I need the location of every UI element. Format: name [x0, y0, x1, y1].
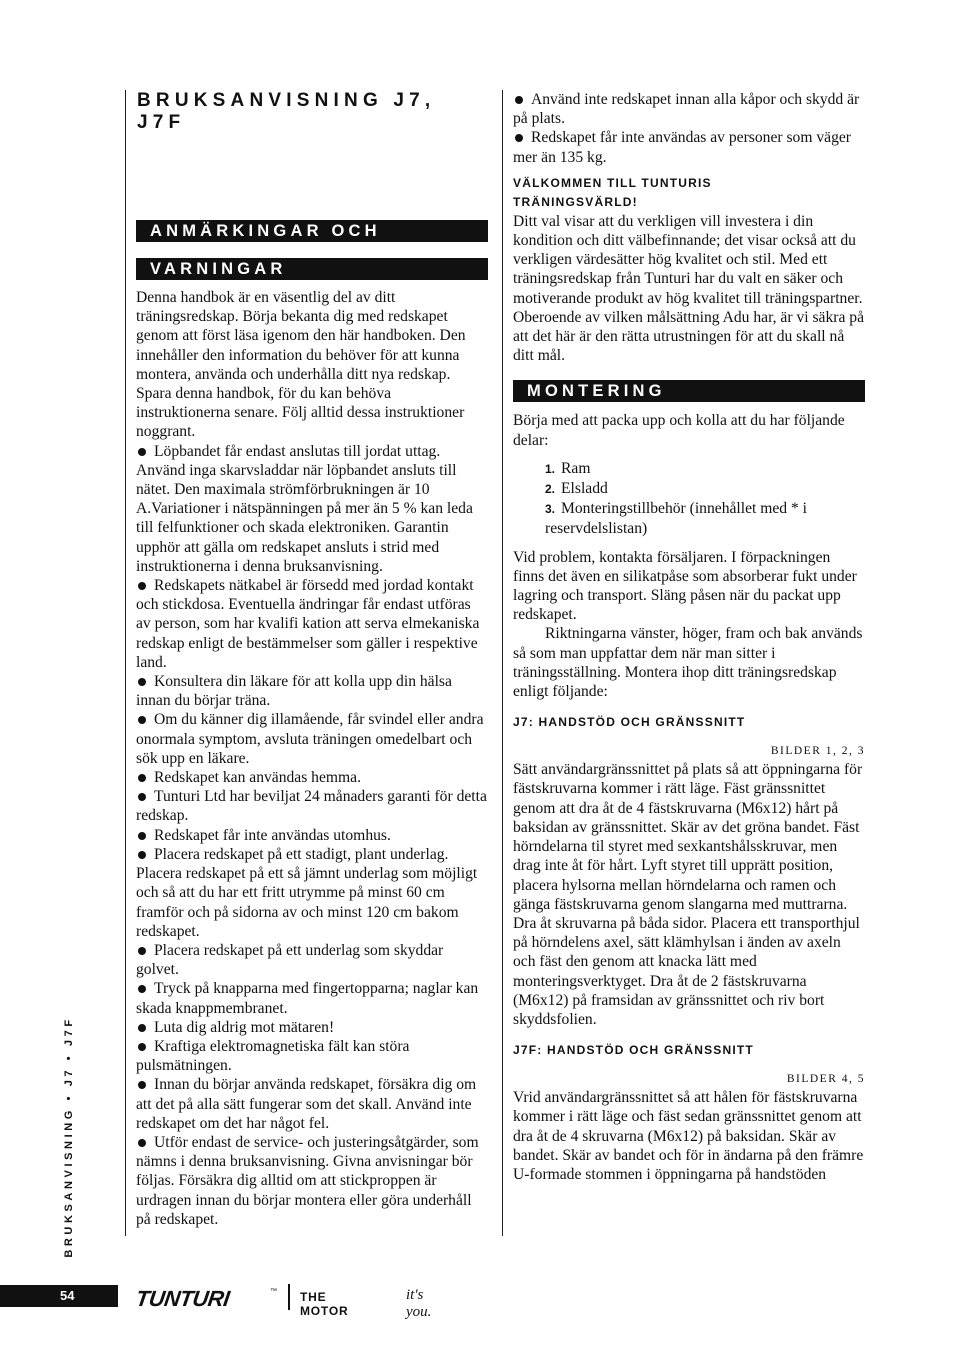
bullet-item	[513, 128, 865, 166]
bullet-text: Tunturi Ltd har beviljat 24 månaders garanti för detta redskap.	[136, 788, 487, 825]
bullet-text: Redskapet får inte användas utomhus.	[154, 826, 391, 844]
brand-motor-text: THE MOTOR	[300, 1290, 349, 1318]
bullet-item	[136, 1133, 488, 1229]
j7-paragraph: Sätt användargränssnittet på plats så att öppningarna för fästskruvarna kommer i rätt läge. Fäst gränssnittet genom att dra åt de 4 fästskruvarna (M6x12) hårt på baksidan av gränssnittet. Skär av det gröna bandet. Fäst hörndelarna til styret med sexkantshålsskruvar, men drag inte åt för hårt. Lyft styret till upprätt position, placera hylsorna mellan hörndelarna och ramen och gänga fästskruvarna genom slangarna med muttrarna. Dra åt skruvarna på båda sidor. Placera ett transporthjul på hörndelens axel, sätt klämhylsan i änden av axeln och fäst den genom att knacka lätt med monteringsverktyget. Dra åt de 2 fästskruvarna (M6x12) på framsidan av gränssnittet och riv bort skyddsfolien.	[513, 761, 863, 1028]
bullet-text: Använd inte redskapet innan alla kåpor och skydd är på plats.	[513, 91, 860, 128]
bullet-item	[136, 979, 488, 1017]
montering-intro: Börja med att packa upp och kolla att du har följande delar:	[513, 412, 845, 449]
page-number: 54	[0, 1285, 118, 1307]
parts-list-number: 3.	[545, 502, 556, 517]
j7f-heading: J7F: HANDSTÖD OCH GRÄNSSNITT	[513, 1043, 754, 1058]
bullet-item	[136, 710, 488, 768]
brand-wordmark: TUNTURI	[134, 1286, 231, 1311]
j7f-paragraph: Vrid användargränssnittet så att hålen för fästskruvarna kommer i rätt läge och fäst sedan gränssnittet genom att dra åt de 4 skruvarna (M6x12) på baksidan. Skär av bandet. Skär av bandet och för in ändarna på den främre U-formade stommen i öppningarna på handstöden	[513, 1089, 864, 1183]
direction-paragraph: Riktningarna vänster, höger, fram och bak används så som man uppfattar dem när man sitter i träningsställning. Montera ihop ditt träningsredskap enligt följande:	[513, 625, 863, 701]
parts-list-text: Elsladd	[561, 480, 608, 498]
sidebar-running-title	[58, 1002, 80, 1272]
bullet-text: Redskapet får inte användas av personer som väger mer än 135 kg.	[513, 129, 851, 166]
bullet-item	[136, 1037, 488, 1075]
bullet-text: Löpbandet får endast anslutas till jordat uttag. Använd inga skarvsladdar när löpbandet ansluts till nätet. Den maximala strömförbrukningen är 10 A.Variationer i nätspänningen på mer än 5 % kan leda till felfunktioner och skada elektroniken. Garantin upphör att gälla om redskapet ansluts i strid med instruktionerna i denna bruksanvisning.	[136, 442, 473, 575]
bullet-text: Konsultera din läkare för att kolla upp din hälsa innan du börjar träna.	[136, 673, 452, 710]
intro-paragraph: Denna handbok är en väsentlig del av ditt träningsredskap. Börja bekanta dig med redskapet genom att först läsa igenom den här handboken. Den innehåller den information du behöver för att kunna montera, använda och underhålla ditt nya redskap. Spara denna handbok, för du kan behöva instruktionerna senare. Följ alltid dessa instruktioner noggrant.	[136, 289, 466, 441]
bullet-item	[136, 1018, 488, 1037]
bullet-item	[136, 442, 488, 576]
bullet-text: Om du känner dig illamående, får svindel eller andra onormala symptom, avsluta träningen omedelbart och sök upp en läkare.	[136, 711, 484, 767]
bullet-text: Luta dig aldrig mot mätaren!	[154, 1018, 335, 1036]
bullet-text: Placera redskapet på ett underlag som skyddar golvet.	[136, 941, 444, 979]
bullet-dot-icon	[138, 985, 146, 993]
parts-list	[513, 459, 865, 539]
trademark-symbol: ™	[270, 1288, 277, 1295]
brand-slogan: it's you.	[406, 1287, 432, 1320]
bullet-item	[513, 90, 865, 128]
bullet-item	[136, 787, 488, 825]
warnings-list-continued	[513, 90, 865, 167]
bullet-item	[136, 672, 488, 710]
logo-separator	[288, 1284, 290, 1310]
parts-list-number: 2.	[545, 482, 556, 497]
bullet-item	[136, 1075, 488, 1133]
bullet-dot-icon	[138, 793, 146, 801]
column-rule-left	[125, 90, 126, 1236]
bullet-dot-icon	[515, 96, 523, 104]
bullet-dot-icon	[138, 1081, 146, 1089]
bullet-text: Placera redskapet på ett stadigt, plant underlag. Placera redskapet på ett så jämnt underlag som möjligt och så att du har ett fritt utrymme på minst 60 cm framför och på sidorna av och minst 120 cm bakom redskapet.	[136, 845, 478, 940]
problem-paragraph: Vid problem, kontakta försäljaren. I förpackningen finns det även en silikatpåse som absorberar fukt under lagring och transport. Släng påsen när du packat upp redskapet.	[513, 548, 857, 624]
bullet-text: Redskapets nätkabel är försedd med jordad kontakt och stickdosa. Eventuella ändringar får endast utföras av person, som har kvalifi kation att serva elmekaniska redskap enligt de bestämmelser som gäller i respektive land.	[136, 577, 480, 671]
bullet-dot-icon	[138, 851, 146, 859]
parts-list-item	[545, 479, 865, 499]
parts-list-item	[545, 499, 865, 538]
bullet-dot-icon	[138, 716, 146, 724]
bullet-text: Tryck på knapparna med fingertopparna; naglar kan skada knappmembranet.	[136, 980, 479, 1017]
sidebar-text: BRUKSANVISNING • J7 • J7F	[63, 1016, 75, 1258]
bullet-dot-icon	[138, 832, 146, 840]
bullet-dot-icon	[138, 1024, 146, 1032]
section-heading-warnings-line1: ANMÄRKINGAR OCH	[136, 220, 488, 242]
bullet-dot-icon	[138, 947, 146, 955]
welcome-heading-line2: TRÄNINGSVÄRLD!	[513, 194, 638, 209]
j7-heading: J7: HANDSTÖD OCH GRÄNSSNITT	[513, 715, 746, 730]
bullet-dot-icon	[138, 774, 146, 782]
parts-list-number: 1.	[545, 461, 556, 476]
bullet-text: Redskapet kan användas hemma.	[154, 769, 361, 787]
bullet-item	[136, 826, 488, 845]
parts-list-text: Ram	[561, 459, 591, 477]
welcome-paragraph: Ditt val visar att du verkligen vill investera i din kondition och ditt välbefinnande; det visar också att du verkligen värdesätter hög kvalitet och stil. Med ett träningsredskap från Tunturi har du valt en säker och motiverande produkt av hög kvalitet till träningspartner. Oberoende av vilken målsättning Adu har, är vi säkra på att det här är den rätta utrustningen för att du skall nå ditt mål.	[513, 212, 864, 365]
bullet-dot-icon	[515, 134, 523, 142]
section-heading-warnings-line2: VARNINGAR	[136, 258, 488, 280]
bullet-dot-icon	[138, 582, 146, 590]
j7-figure-reference: BILDER 1, 2, 3	[770, 745, 865, 758]
column-rule-middle	[502, 90, 503, 1236]
page-title: BRUKSANVISNING J7, J7F	[137, 90, 436, 133]
bullet-item	[136, 768, 488, 787]
bullet-item	[136, 845, 488, 941]
bullet-item	[136, 576, 488, 672]
bullet-dot-icon	[138, 678, 146, 686]
bullet-text: Kraftiga elektromagnetiska fält kan störa pulsmätningen.	[136, 1037, 410, 1075]
bullet-dot-icon	[138, 448, 146, 456]
bullet-item	[136, 941, 488, 979]
bullet-text: Innan du börjar använda redskapet, försäkra dig om att det på alla sätt fungerar som det skall. Använd inte redskapet om det har något fel.	[136, 1076, 477, 1132]
warnings-list	[136, 442, 488, 1229]
section-heading-montering: MONTERING	[513, 380, 865, 402]
right-column	[513, 90, 865, 1184]
parts-list-item	[545, 459, 865, 479]
bullet-text: Utför endast de service- och justeringsåtgärder, som nämns i denna bruksanvisning. Givna anvisningar bör följas. Försäkra dig alltid om att stickproppen är urdragen innan du börjar montera eller göra underhåll på redskapet.	[136, 1133, 479, 1228]
bullet-dot-icon	[138, 1043, 146, 1051]
left-column	[136, 90, 488, 1229]
parts-list-text: Monteringstillbehör (innehållet med * i reservdelslistan)	[545, 500, 807, 538]
j7f-figure-reference: BILDER 4, 5	[786, 1073, 865, 1086]
welcome-heading-line1: VÄLKOMMEN TILL TUNTURIS	[513, 175, 712, 190]
bullet-dot-icon	[138, 1139, 146, 1147]
